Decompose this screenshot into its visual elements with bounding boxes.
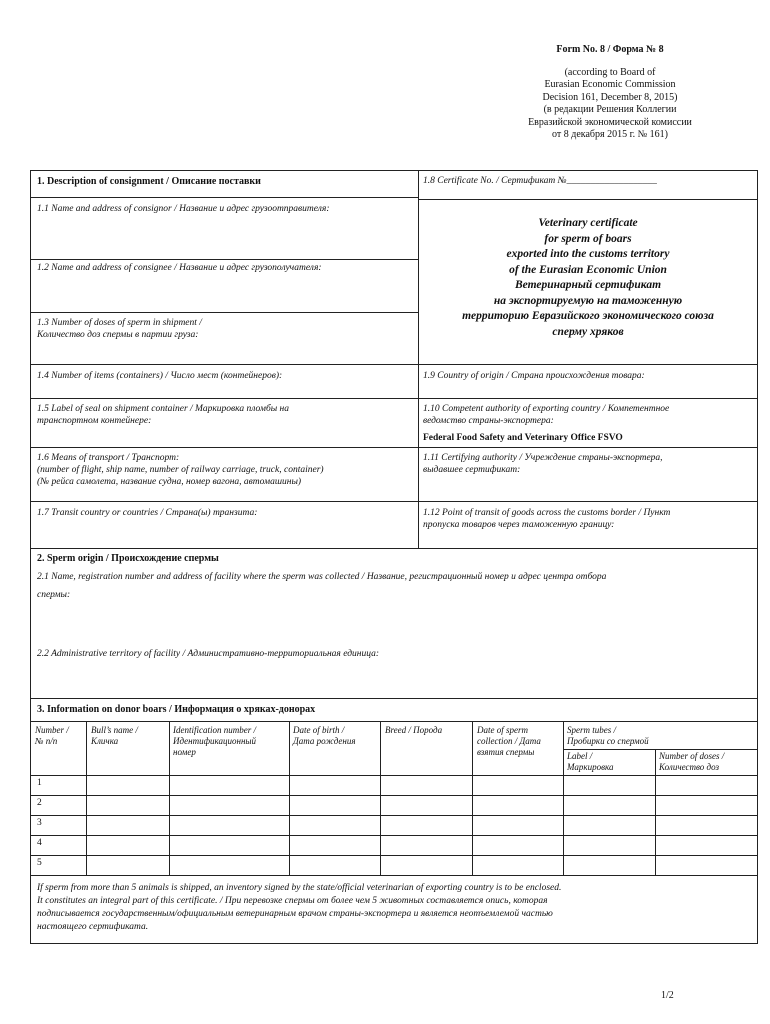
field-1-12-border-point[interactable]: 1.12 Point of transit of goods across the customs border / Пункт пропуска товаров через таможенную границу: [423,508,671,530]
col-doses: Number of doses / Количество доз [659,751,725,772]
col-dob: Date of birth / Дата рождения [293,725,356,746]
table-row: 3 [37,818,42,828]
form-number: Form No. 8 / Форма № 8 [556,44,664,55]
col-name: Bull’s name / Кличка [91,725,138,746]
field-1-1-consignor[interactable]: 1.1 Name and address of consignor / Название и адрес грузоотправителя: [37,204,330,214]
page-number: 1/2 [661,990,674,1001]
section2-title: 2. Sperm origin / Происхождение спермы [37,553,219,564]
field-1-7-transit[interactable]: 1.7 Transit country or countries / Страна(ы) транзита: [37,508,258,518]
col-id: Identification number / Идентификационный номер [173,725,257,757]
field-1-2-consignee[interactable]: 1.2 Name and address of consignee / Название и адрес грузополучателя: [37,263,322,273]
field-1-3-doses[interactable]: 1.3 Number of doses of sperm in shipment / Количество доз спермы в партии груза: [37,318,202,340]
col-sperm-tubes: Sperm tubes / Пробирки со спермой [567,725,649,746]
col-label: Label / Маркировка [567,751,614,772]
form-reference-note: (according to Board of Eurasian Economic Commission Decision 161, December 8, 2015) (в редакции Решения Коллегии Евразийской экономической комиссии от 8 декабря 2015 г. № 161) [528,66,692,140]
field-1-8-certificate-no[interactable]: 1.8 Certificate No. / Сертификат №___________________ [423,176,657,186]
certificate-title: Veterinary certificate for sperm of boars exported into the customs territory of the Eurasian Economic Union Ветеринарный сертификат на экспортируемую на таможенную территорию Евразийского экономического союза сперму хряков [462,217,714,338]
field-1-5-seal[interactable]: 1.5 Label of seal on shipment container / Маркировка пломбы на транспортном контейнере: [37,404,289,426]
section1-title: 1. Description of consignment / Описание поставки [37,176,261,187]
field-1-4-items[interactable]: 1.4 Number of items (containers) / Число мест (контейнеров): [37,371,283,381]
field-1-11-certifying[interactable]: 1.11 Certifying authority / Учреждение страны-экспортера, выдавшее сертификат: [423,453,663,475]
field-2-1-facility[interactable]: 2.1 Name, registration number and address of facility where the sperm was collected / Название, регистрационный номер и адрес центра отбора спермы: [37,572,607,600]
field-1-10-value: Federal Food Safety and Veterinary Office FSVO [423,433,623,443]
table-row: 2 [37,798,42,808]
table-row: 1 [37,778,42,788]
field-2-2-territory[interactable]: 2.2 Administrative territory of facility / Административно-территориальная единица: [37,649,379,659]
form-header [500,44,720,142]
field-1-9-origin[interactable]: 1.9 Country of origin / Страна происхождения товара: [423,371,645,381]
inventory-note: If sperm from more than 5 animals is shipped, an inventory signed by the state/official veterinarian of exporting country is to be enclosed. It constitutes an integral part of this certificate. / При перевозке спермы от более чем 5 животных составляется опись, которая подписывается государственным/официальным ветеринарным врачом страны-экспортера и является неотъемлемой частью настоящего сертификата. [37,883,562,932]
table-row: 4 [37,838,42,848]
field-1-10-authority[interactable]: 1.10 Competent authority of exporting country / Компетентное ведомство страны-экспортера: [423,404,670,426]
field-1-6-transport[interactable]: 1.6 Means of transport / Транспорт: (number of flight, ship name, number of railway carriage, truck, container) (№ рейса самолета, название судна, номер вагона, автомашины) [37,453,324,487]
col-collection-date: Date of sperm collection / Дата взятия спермы [477,725,541,757]
section3-title: 3. Information on donor boars / Информация о хряках-донорах [37,704,316,715]
col-breed: Breed / Порода [385,725,443,735]
table-row: 5 [37,858,42,868]
col-number: Number / № п/п [35,725,69,746]
